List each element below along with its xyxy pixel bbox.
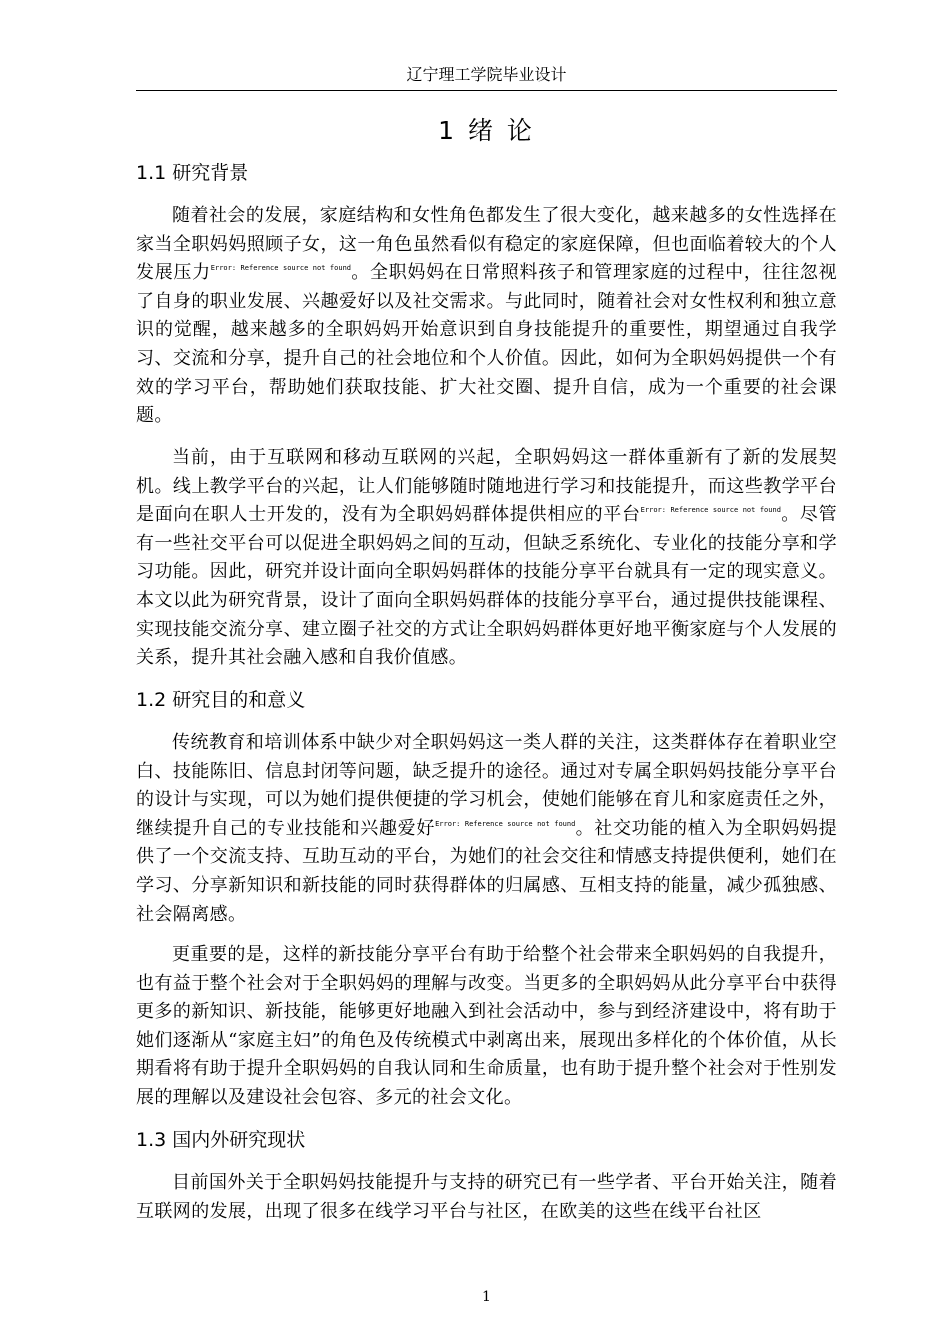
paragraph-text: 。社交功能的植入为全职妈妈提供了一个交流支持、互助互动的平台，为她们的社会交往和情感支持提供便利，她们在学习、分享新知识和新技能的同时获得群体的归属感、互相支持的能量，减少孤独感、社会隔离感。 (136, 817, 837, 925)
paragraph-1-3-1 (136, 1169, 837, 1226)
page-number: 1 (482, 1289, 491, 1305)
paragraph-text: 目前国外关于全职妈妈技能提升与支持的研究已有一些学者、平台开始关注，随着互联网的发展，出现了很多在线学习平台与社区，在欧美的这些在线平台社区 (136, 1172, 837, 1222)
reference-error: Error: Reference source not found (640, 506, 781, 515)
header-rule (136, 90, 837, 91)
reference-error: Error: Reference source not found (435, 819, 576, 828)
paragraph-text: 随着社会的发展，家庭结构和女性角色都发生了很大变化，越来越多的女性选择在家当全职妈妈照顾子女，这一角色虽然看似有稳定的家庭保障，但也面临着较大的个人发展压力 (136, 205, 837, 284)
paragraph-text: 当前，由于互联网和移动互联网的兴起，全职妈妈这一群体重新有了新的发展契机。线上教学平台的兴起，让人们能够随时随地进行学习和技能提升，而这些教学平台是面向在职人士开发的，没有为全职妈妈群体提供相应的平台 (136, 447, 837, 526)
paragraph-text: 传统教育和培训体系中缺少对全职妈妈这一类人群的关注，这类群体存在着职业空白、技能陈旧、信息封闭等问题，缺乏提升的途径。通过对专属全职妈妈技能分享平台的设计与实现，可以为她们提供便捷的学习机会，使她们能够在育儿和家庭责任之外，继续提升自己的专业技能和兴趣爱好 (136, 732, 837, 839)
reference-error: Error: Reference source not found (210, 264, 352, 273)
running-header: 辽宁理工学院毕业设计 (406, 65, 567, 84)
paragraph-1-2-2 (136, 941, 837, 1113)
paragraph-text: 。尽管有一些社交平台可以促进全职妈妈之间的互动，但缺乏系统化、专业化的技能分享和学习功能。因此，研究并设计面向全职妈妈群体的技能分享平台就具有一定的现实意义。本文以此为研究背景，设计了面向全职妈妈群体的技能分享平台，通过提供技能课程、实现技能交流分享、建立圈子社交的方式让全职妈妈群体更好地平衡家庭与个人发展的关系，提升其社会融入感和自我价值感。 (136, 504, 837, 669)
paragraph-1-1-2 (136, 444, 837, 673)
section-heading-1-3: 1.3 国内外研究现状 (136, 1129, 306, 1151)
paragraph-text: 更重要的是，这样的新技能分享平台有助于给整个社会带来全职妈妈的自我提升，也有益于整个社会对于全职妈妈的理解与改变。当更多的全职妈妈从此分享平台中获得更多的新知识、新技能，能够更好地融入到社会活动中，参与到经济建设中，将有助于她们逐渐从“家庭主妇”的角色及传统模式中剥离出来，展现出多样化的个体价值，从长期看将有助于提升全职妈妈的自我认同和生命质量，也有助于提升整个社会对于性别发展的理解以及建设社会包容、多元的社会文化。 (136, 944, 837, 1108)
paragraph-1-2-1 (136, 729, 837, 929)
paragraph-text: 。全职妈妈在日常照料孩子和管理家庭的过程中，往往忽视了自身的职业发展、兴趣爱好以及社交需求。与此同时，随着社会对女性权利和独立意识的觉醒，越来越多的全职妈妈开始意识到自身技能提升的重要性，期望通过自我学习、交流和分享，提升自己的社会地位和个人价值。因此，如何为全职妈妈提供一个有效的学习平台，帮助她们获取技能、扩大社交圈、提升自信，成为一个重要的社会课题。 (136, 262, 837, 427)
section-heading-1-1: 1.1 研究背景 (136, 162, 249, 184)
section-heading-1-2: 1.2 研究目的和意义 (136, 689, 306, 711)
chapter-title: 1 绪 论 (438, 116, 535, 145)
paragraph-1-1-1 (136, 202, 837, 431)
